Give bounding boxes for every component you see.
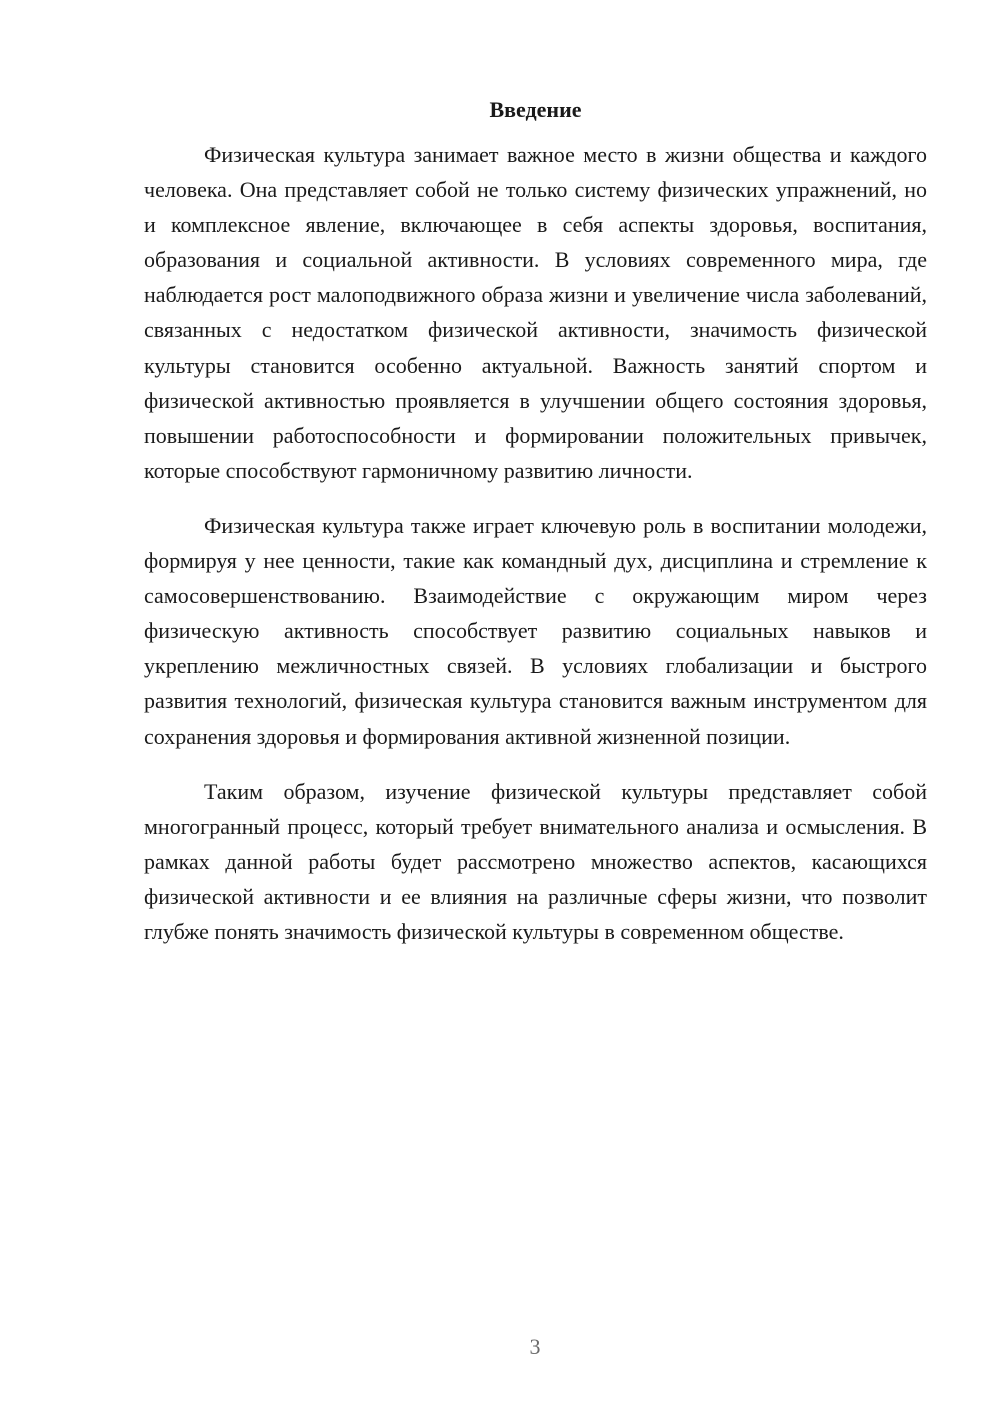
page-content [144, 92, 927, 969]
page-number: 3 [529, 1334, 541, 1359]
paragraph-2: Физическая культура также играет ключевую роль в воспитании молодежи, формируя у нее ценности, такие как командный дух, дисциплина и стремление к самосовершенствованию. Взаимодействие с окружающим миром через физическую активность способствует развитию социальных навыков и укреплению межличностных связей. В условиях глобализации и быстрого развития технологий, физическая культура становится важным инструментом для сохранения здоровья и формирования активной жизненной позиции. [144, 512, 927, 749]
paragraph-3: Таким образом, изучение физической культуры представляет собой многогранный процесс, который требует внимательного анализа и осмысления. В рамках данной работы будет рассмотрено множество аспектов, касающихся физической активности и ее влияния на различные сферы жизни, что позволит глубже понять значимость физической культуры в современном обществе. [144, 778, 927, 944]
section-title: Введение [489, 97, 582, 122]
paragraph-1: Физическая культура занимает важное место в жизни общества и каждого человека. Она представляет собой не только систему физических упражнений, но и комплексное явление, включающее в себя аспекты здоровья, воспитания, образования и социальной активности. В условиях современного мира, где наблюдается рост малоподвижного образа жизни и увеличение числа заболеваний, связанных с недостатком физической активности, значимость физической культуры становится особенно актуальной. Важность занятий спортом и физической активностью проявляется в улучшении общего состояния здоровья, повышении работоспособности и формировании положительных привычек, которые способствуют гармоничному развитию личности. [144, 142, 927, 483]
